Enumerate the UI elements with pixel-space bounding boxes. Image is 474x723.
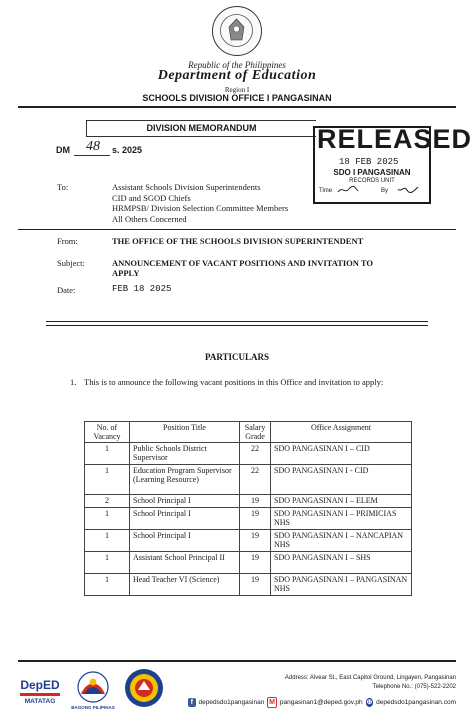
cell-office: SDO PANGASINAN I – NANCAPIAN NHS	[271, 530, 412, 552]
seal-emblem-icon	[213, 7, 260, 54]
table-row	[85, 508, 412, 530]
date-value: FEB 18 2025	[112, 284, 172, 294]
cell-office: SDO PANGASINAN I – PRIMICIAS NHS	[271, 508, 412, 530]
bagong-pilipinas-emblem-icon	[73, 670, 113, 704]
header-office: SCHOOLS DIVISION OFFICE I PANGASINAN	[142, 93, 332, 103]
cell-vacancy: 1	[85, 552, 130, 574]
cell-position: School Principal I	[130, 530, 240, 552]
section-title: PARTICULARS	[204, 352, 270, 362]
header-office: Office Assignment	[271, 422, 412, 443]
vacancy-table	[84, 421, 412, 596]
cell-position: Education Program Supervisor (Learning Resource)	[130, 465, 240, 495]
cell-vacancy: 1	[85, 508, 130, 530]
cell-position: Assistant School Principal II	[130, 552, 240, 574]
header-region: Region I	[224, 86, 250, 94]
cell-vacancy: 1	[85, 574, 130, 596]
deped-matatag-logo	[18, 672, 62, 712]
cell-vacancy: 1	[85, 530, 130, 552]
to-line: Assistant Schools Division Superintendents	[112, 182, 261, 192]
table-row	[85, 443, 412, 465]
table-row	[85, 495, 412, 508]
deped-logo-text: DepED	[20, 678, 60, 692]
table-row	[85, 465, 412, 495]
stamp-time-signature	[337, 185, 359, 195]
cell-position: School Principal I	[130, 495, 240, 508]
cell-vacancy: 2	[85, 495, 130, 508]
sdo-pangasinan-logo	[124, 668, 164, 708]
cell-position: School Principal I	[130, 508, 240, 530]
stamp-date: 18 FEB 2025	[339, 157, 399, 167]
header-department: Department of Education	[157, 68, 317, 83]
body-rule-top	[46, 321, 428, 322]
released-stamp	[313, 124, 473, 204]
table-row	[85, 530, 412, 552]
stamp-office: SDO I PANGASINAN	[333, 168, 411, 177]
footer-rule	[18, 660, 456, 662]
cell-office: SDO PANGASINAN I - CID	[271, 465, 412, 495]
item-text: This is to announce the following vacant positions in this Office and invitation to apply:	[84, 377, 384, 387]
header-salary: Salary Grade	[240, 422, 271, 443]
table-row	[85, 552, 412, 574]
memo-title: DIVISION MEMORANDUM	[86, 120, 316, 137]
dm-underline	[74, 155, 110, 156]
cell-salary: 22	[240, 443, 271, 465]
cell-office: SDO PANGASINAN I – CID	[271, 443, 412, 465]
bagong-pilipinas-logo	[73, 670, 113, 714]
website-link[interactable]: depedsdo1pangasinan.com	[376, 699, 457, 706]
cell-vacancy: 1	[85, 465, 130, 495]
subject-value: ANNOUNCEMENT OF VACANT POSITIONS AND INVITATION TO APPLY	[112, 258, 374, 278]
cell-office: SDO PANGASINAN I – SHS	[271, 552, 412, 574]
globe-icon: ⊕	[366, 699, 373, 706]
header-rule	[18, 106, 456, 108]
dm-number: 48	[86, 139, 100, 154]
cell-salary: 22	[240, 465, 271, 495]
email-link[interactable]: pangasinan1@deped.gov.ph	[279, 699, 363, 706]
cell-salary: 19	[240, 495, 271, 508]
date-label: Date:	[57, 285, 76, 295]
routing-rule	[18, 229, 456, 230]
cell-vacancy: 1	[85, 443, 130, 465]
deped-logo-bar	[20, 693, 60, 696]
sdo-emblem-icon	[124, 668, 164, 708]
cell-position: Head Teacher VI (Science)	[130, 574, 240, 596]
to-label: To:	[57, 182, 69, 192]
facebook-icon: f	[188, 698, 196, 707]
header-vacancy: No. of Vacancy	[85, 422, 130, 443]
dm-year: s. 2025	[112, 145, 143, 155]
cell-salary: 19	[240, 574, 271, 596]
address-text: Address: Alvear St., East Capitol Ground, Lingayen, Pangasinan	[284, 675, 456, 681]
stamp-status: RELEASED	[317, 124, 473, 154]
body-rule-bottom	[46, 325, 428, 326]
from-label: From:	[57, 236, 78, 246]
cell-position: Public Schools District Supervisor	[130, 443, 240, 465]
cell-office: SDO PANGASINAN I – ELEM	[271, 495, 412, 508]
stamp-time-label: Time	[319, 188, 333, 194]
footer-contacts	[188, 697, 456, 708]
header-position: Position Title	[130, 422, 240, 443]
matatag-logo-text: MATATAG	[24, 698, 56, 705]
footer-address	[250, 674, 456, 692]
to-line: CID and SGOD Chiefs	[112, 192, 191, 203]
cell-salary: 19	[240, 552, 271, 574]
cell-salary: 19	[240, 508, 271, 530]
item-number: 1.	[70, 377, 77, 387]
bagong-pilipinas-text: BAGONG PILIPINAS	[71, 705, 115, 710]
cell-salary: 19	[240, 530, 271, 552]
stamp-unit: RECORDS UNIT	[349, 178, 395, 184]
cell-office: SDO PANGASINAN I – PANGASINAN NHS	[271, 574, 412, 596]
table-row	[85, 574, 412, 596]
to-line: All Others Concerned	[112, 213, 187, 224]
stamp-by-label: By	[381, 188, 389, 194]
facebook-link[interactable]: depedsdo1pangasinan	[198, 699, 265, 706]
from-value: THE OFFICE OF THE SCHOOLS DIVISION SUPERINTENDENT	[112, 236, 364, 246]
stamp-by-signature	[397, 184, 419, 194]
gmail-icon: M	[269, 699, 276, 706]
to-recipients	[112, 182, 288, 224]
deped-seal	[212, 6, 262, 56]
telephone-text: Telephone No.: (075)-522-2202	[372, 684, 456, 690]
to-line: HRMPSB/ Division Selection Committee Members	[112, 203, 289, 213]
subject-label: Subject:	[57, 258, 85, 268]
header-republic: Republic of the Philippines	[188, 60, 286, 70]
table-header-row	[85, 422, 412, 443]
dm-label: DM	[56, 145, 70, 155]
